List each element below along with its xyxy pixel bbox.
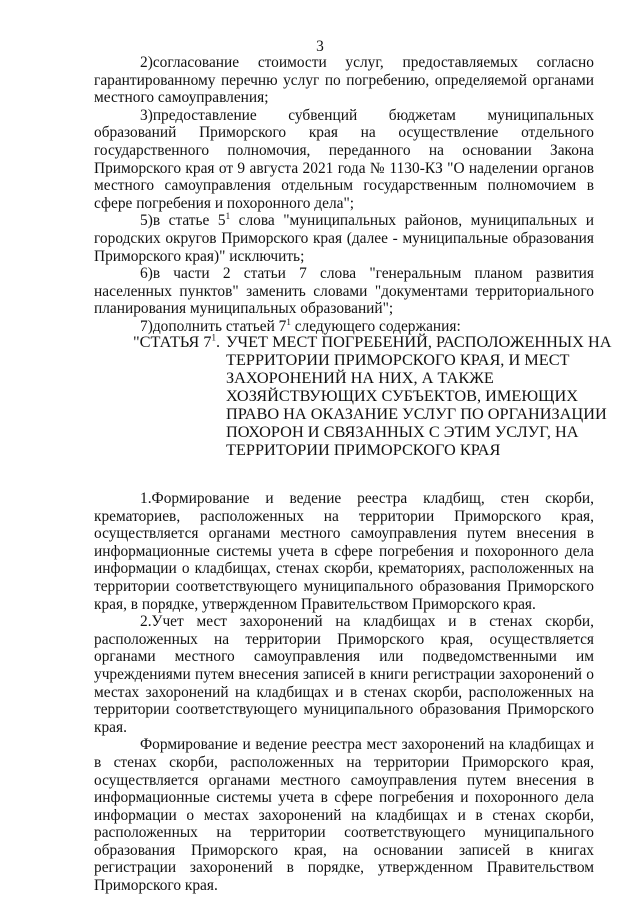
amendment-item-5 <box>94 212 594 265</box>
amendment-item-5-start: 5)в статье 5 <box>140 212 226 230</box>
amendment-item-7-sup: 1 <box>286 316 291 327</box>
article-body <box>94 490 594 895</box>
amendment-item-7-end: следующего содержания: <box>290 317 461 335</box>
amendment-item-5-end: слова "муниципальных районов, муниципальных и городских округов Приморского края (далее - муниципальные образования Приморского края)" исключить; <box>94 212 594 265</box>
article-title-line: ТЕРРИТОРИИ ПРИМОРСКОГО КРАЯ, И МЕСТ <box>226 350 570 369</box>
amendment-item-2: 2)согласование стоимости услуг, предоставляемых согласно гарантированному перечню услуг по погребению, определяемой органами местного самоуправления; <box>94 54 594 107</box>
article-title-line: ЗАХОРОНЕНИЙ НА НИХ, А ТАКЖЕ <box>226 368 494 387</box>
article-title-line: ХОЗЯЙСТВУЮЩИХ СУБЪЕКТОВ, ИМЕЮЩИХ <box>226 386 579 405</box>
article-number: "СТАТЬЯ $7^1$. <box>133 332 221 351</box>
page-number: 3 <box>316 38 324 55</box>
article-title-line: ТЕРРИТОРИИ ПРИМОРСКОГО КРАЯ <box>226 440 501 459</box>
amendments-list <box>94 54 594 336</box>
amendment-item-3: 3)предоставление субвенций бюджетам муниципальных образований Приморского края на осуществление отдельного государственного полномочия, переданного на основании Закона Приморского края от 9 августа 2021 года № 1130-КЗ "О наделении органов местного самоуправления отдельным государственным полномочием в сфере погребения и похоронного дела"; <box>94 106 594 212</box>
article-title-line: ПОХОРОН И СВЯЗАННЫХ С ЭТИМ УСЛУГ, НА <box>226 422 579 441</box>
article-title-line: ПРАВО НА ОКАЗАНИЕ УСЛУГ ПО ОРГАНИЗАЦИИ <box>226 404 607 423</box>
amendment-item-6: 6)в части 2 статьи 7 слова "генеральным планом развития населенных пунктов" заменить словами "документами территориального планирования муниципальных образований"; <box>94 265 594 318</box>
article-part-2-paragraph-2: Формирование и ведение реестра мест захоронений на кладбищах и в стенах скорби, расположенных на территории Приморского края, осуществляется органами местного самоуправления путем внесения в информационные системы учета в сфере погребения и похоронного дела информации о местах захоронений на кладбищах и в стенах скорби, расположенных на территории соответствующего муниципального образования Приморского края, на основании записей в книгах регистрации захоронений в порядке, утвержденном Правительством Приморского края. <box>94 736 594 895</box>
article-title-line: УЧЕТ МЕСТ ПОГРЕБЕНИЙ, РАСПОЛОЖЕННЫХ НА <box>226 332 612 351</box>
article-part-2: 2.Учет мест захоронений на кладбищах и в стенах скорби, расположенных на территории Приморского края, осуществляется органами местного самоуправления или подведомственными им учреждениями путем внесения записей в книги регистрации захоронений о местах захоронений на кладбищах и в стенах скорби, расположенных на территории соответствующего муниципального образования Приморского края. <box>94 613 594 736</box>
article-part-1: 1.Формирование и ведение реестра кладбищ, стен скорби, крематориев, расположенных на территории Приморского края, осуществляется органами местного самоуправления путем внесения в информационные системы учета в сфере погребения и похоронного дела информации о кладбищах, стенах скорби, крематориях, расположенных на территории соответствующего муниципального образования Приморского края, в порядке, утвержденном Правительством Приморского края. <box>94 490 594 613</box>
amendment-item-5-sup: 1 <box>225 211 231 222</box>
amendment-item-7-start: 7)дополнить статьей 7 <box>140 317 287 335</box>
